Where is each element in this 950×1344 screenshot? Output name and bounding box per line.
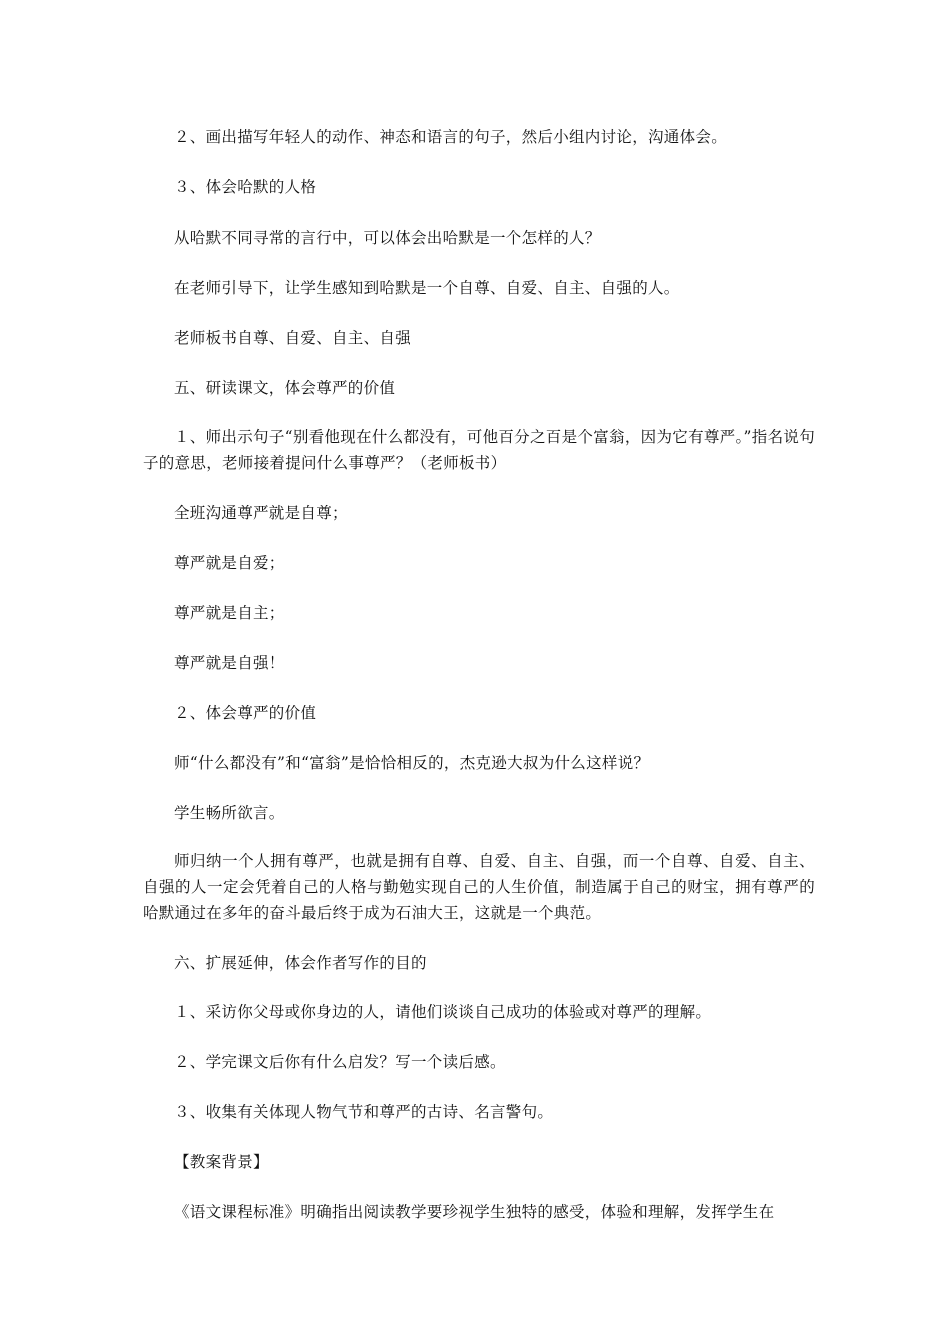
paragraph-step-2-value: ２、体会尊严的价值 bbox=[174, 704, 317, 722]
paragraph-blackboard-note: 老师板书自尊、自爱、自主、自强 bbox=[174, 329, 412, 347]
paragraph-curriculum-standard: 《语文课程标准》明确指出阅读教学要珍视学生独特的感受，体验和理解，发挥学生在 bbox=[174, 1203, 775, 1221]
paragraph-step-2-mark-sentences: ２、画出描写年轻人的动作、神态和语言的句子，然后小组内讨论，沟通体会。 bbox=[174, 128, 728, 146]
paragraph-dignity-autonomy: 尊严就是自主； bbox=[174, 604, 285, 622]
paragraph-extension-3: ３、收集有关体现人物气节和尊严的古诗、名言警句。 bbox=[174, 1103, 554, 1121]
paragraph-extension-2: ２、学完课文后你有什么启发？写一个读后感。 bbox=[174, 1053, 506, 1071]
section-heading-five: 五、研读课文，体会尊严的价值 bbox=[174, 379, 396, 397]
section-heading-background: 【教案背景】 bbox=[174, 1153, 269, 1171]
section-heading-six: 六、扩展延伸，体会作者写作的目的 bbox=[174, 954, 427, 972]
paragraph-question-hammer: 从哈默不同寻常的言行中，可以体会出哈默是一个怎样的人？ bbox=[174, 229, 601, 247]
paragraph-extension-1: １、采访你父母或你身边的人，请他们谈谈自己成功的体验或对尊严的理解。 bbox=[174, 1003, 712, 1021]
paragraph-step-1-quote: １、师出示句子“别看他现在什么都没有，可他百分之百是个富翁，因为它有尊严。”指名说句子的意思，老师接着提问什么事尊严？（老师板书） bbox=[143, 428, 815, 472]
paragraph-teacher-summary: 师归纳一个人拥有尊严，也就是拥有自尊、自爱、自主、自强，而一个自尊、自爱、自主、自强的人一定会凭着自己的人格与勤勉实现自己的人生价值，制造属于自己的财宝，拥有尊严的哈默通过在多年的奋斗最后终于成为石油大王，这就是一个典范。 bbox=[143, 852, 815, 922]
paragraph-dignity-self-respect: 全班沟通尊严就是自尊； bbox=[174, 504, 348, 522]
paragraph-step-3-heading: ３、体会哈默的人格 bbox=[174, 178, 317, 196]
paragraph-students-discuss: 学生畅所欲言。 bbox=[174, 804, 285, 822]
paragraph-dignity-self-love: 尊严就是自爱； bbox=[174, 554, 285, 572]
paragraph-dignity-self-strength: 尊严就是自强！ bbox=[174, 654, 285, 672]
paragraph-teacher-guidance: 在老师引导下，让学生感知到哈默是一个自尊、自爱、自主、自强的人。 bbox=[174, 279, 680, 297]
paragraph-teacher-question: 师“什么都没有”和“富翁”是恰恰相反的，杰克逊大叔为什么这样说？ bbox=[174, 754, 650, 772]
